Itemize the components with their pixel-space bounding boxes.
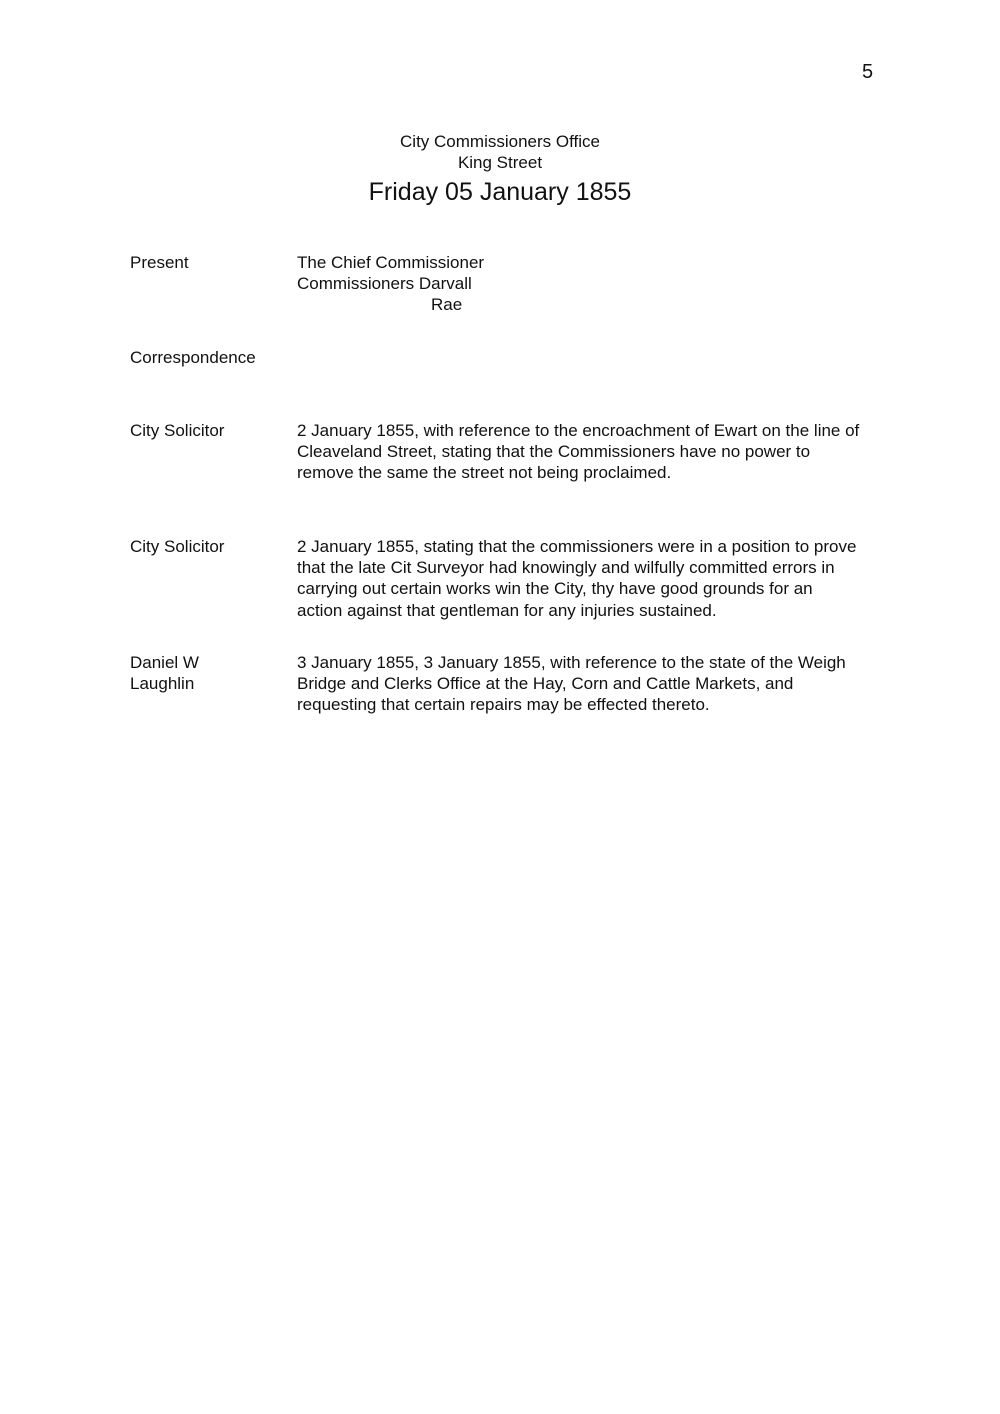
- present-member: Commissioners Darvall: [297, 274, 472, 294]
- summary-line: remove the same the street not being proclaimed.: [297, 463, 672, 483]
- present-label: Present: [130, 253, 189, 272]
- correspondence-heading: Correspondence: [130, 348, 256, 367]
- entry-summary: [297, 652, 922, 716]
- entry-summary: [297, 536, 922, 621]
- summary-line: that the late Cit Surveyor had knowingly and wilfully committed errors in: [297, 558, 835, 578]
- sender-line: City Solicitor: [130, 537, 225, 556]
- summary-line: Bridge and Clerks Office at the Hay, Corn and Cattle Markets, and: [297, 674, 794, 694]
- entry-sender: [130, 536, 290, 557]
- sender-line: Daniel W: [130, 653, 199, 672]
- present-list: [297, 252, 922, 316]
- summary-line: Cleaveland Street, stating that the Commissioners have no power to: [297, 442, 811, 462]
- summary-line: 3 January 1855, 3 January 1855, with reference to the state of the Weigh: [297, 653, 846, 672]
- summary-line: 2 January 1855, with reference to the encroachment of Ewart on the line of: [297, 421, 860, 440]
- entry-sender: [130, 652, 290, 694]
- present-member: The Chief Commissioner: [297, 253, 485, 272]
- document-heading: [0, 131, 1000, 208]
- sender-line: Laughlin: [130, 674, 195, 694]
- office-street: King Street: [457, 153, 543, 172]
- summary-line: 2 January 1855, stating that the commissioners were in a position to prove: [297, 537, 857, 556]
- summary-line: carrying out certain works win the City, thy have good grounds for an: [297, 579, 813, 599]
- present-member: Rae: [431, 295, 463, 315]
- meeting-date: Friday 05 January 1855: [368, 178, 632, 206]
- office-name: City Commissioners Office: [400, 132, 600, 151]
- entry-summary: [297, 420, 922, 484]
- entry-sender: [130, 420, 290, 441]
- page-number: 5: [862, 61, 874, 83]
- sender-line: City Solicitor: [130, 421, 225, 440]
- summary-line: action against that gentleman for any injuries sustained.: [297, 600, 717, 620]
- summary-line: requesting that certain repairs may be effected thereto.: [297, 695, 710, 715]
